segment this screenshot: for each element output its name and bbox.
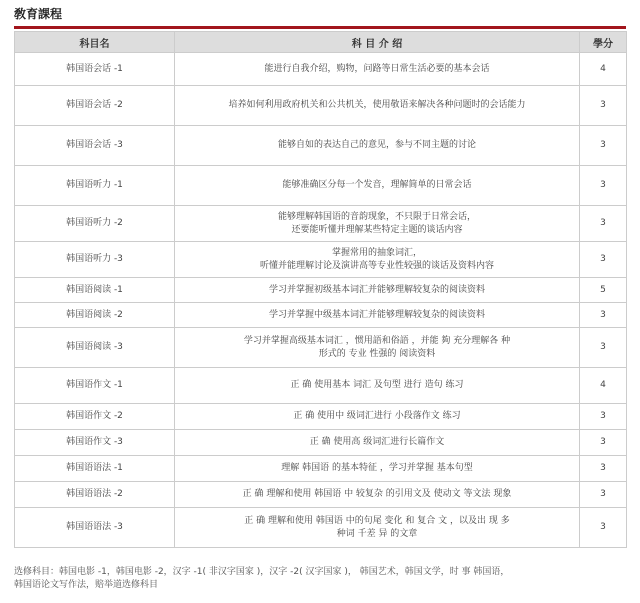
elective-note-line: 选修科目：韩国电影 -1，韩国电影 -2，汉字 -1( 非汉字国家 )，汉字 -2( 汉字国家 )， 韩国艺术，韩国文学，时 事 韩国语，	[14, 567, 510, 577]
subject-description	[175, 86, 580, 126]
subject-name: 韩国语会话 -1	[15, 53, 175, 86]
credits-value: 3	[580, 456, 627, 482]
table-row	[15, 126, 627, 166]
subject-description	[175, 368, 580, 404]
description-line: 种词 千差 异 的文章	[336, 528, 418, 539]
description-line: 学习并掌握高级基本词汇 ，惯用語和俗語 ，并能 夠 充分理解各 种	[243, 336, 511, 347]
subject-description	[175, 126, 580, 166]
subject-description	[175, 456, 580, 482]
description-line: 正 确 使用基本 词汇 及句型 进行 造句 练习	[290, 380, 464, 391]
table-row	[15, 368, 627, 404]
credits-value: 3	[580, 328, 627, 368]
subject-name: 韩国语作文 -2	[15, 404, 175, 430]
description-line: 学习并掌握中级基本词汇并能够理解较复杂的阅读资料	[268, 309, 485, 320]
subject-name: 韩国语语法 -1	[15, 456, 175, 482]
subject-name: 韩国语语法 -3	[15, 508, 175, 548]
subject-name: 韩国语阅读 -1	[15, 278, 175, 303]
subject-description	[175, 242, 580, 278]
subject-name: 韩国语听力 -1	[15, 166, 175, 206]
table-row	[15, 86, 627, 126]
subject-name: 韩国语听力 -3	[15, 242, 175, 278]
subject-name: 韩国语会话 -2	[15, 86, 175, 126]
table-row	[15, 53, 627, 86]
table-row	[15, 482, 627, 508]
description-line: 能够理解韩国语的音韵现象，不只限于日常会话，	[277, 212, 476, 223]
table-row	[15, 328, 627, 368]
credits-value: 3	[580, 206, 627, 242]
header-description: 科 目 介 绍	[175, 32, 580, 53]
accent-divider	[14, 26, 626, 29]
credits-value: 3	[580, 404, 627, 430]
description-line: 能进行自我介绍，购物，问路等日常生活必要的基本会话	[264, 63, 490, 74]
subject-name: 韩国语作文 -1	[15, 368, 175, 404]
elective-note-line: 韩国语论文写作法，赔举道选修科目	[14, 580, 159, 591]
subject-name: 韩国语阅读 -2	[15, 303, 175, 328]
subject-description	[175, 508, 580, 548]
table-row	[15, 456, 627, 482]
table-row	[15, 303, 627, 328]
table-row	[15, 206, 627, 242]
description-line: 正 确 使用中 级词汇进行 小段落作文 练习	[293, 411, 461, 422]
description-line: 正 确 理解和使用 韩国语 中 较复杂 的引用文及 使动文 等文法 现象	[242, 489, 512, 500]
credits-value: 4	[580, 53, 627, 86]
description-line: 理解 韩国语 的基本特征 ，学习并掌握 基本句型	[281, 463, 473, 474]
credits-value: 3	[580, 303, 627, 328]
credits-value: 3	[580, 482, 627, 508]
subject-description	[175, 206, 580, 242]
subject-description	[175, 482, 580, 508]
credits-value: 3	[580, 242, 627, 278]
credits-value: 3	[580, 508, 627, 548]
table-row	[15, 242, 627, 278]
description-line: 形式的 专业 性强的 阅读资料	[318, 348, 436, 359]
description-line: 掌握常用的抽象词汇，	[331, 248, 422, 259]
table-row	[15, 430, 627, 456]
description-line: 正 确 理解和使用 韩国语 中的句尾 变化 和 复合 文 ，以及出 现 多	[244, 516, 510, 527]
section-title: 敎育課程	[14, 7, 63, 21]
description-line: 培养如何利用政府机关和公共机关，使用敬语来解决各种问题时的会话能力	[228, 100, 526, 111]
credits-value: 3	[580, 166, 627, 206]
table-row	[15, 404, 627, 430]
table-row	[15, 508, 627, 548]
subject-description	[175, 303, 580, 328]
description-line: 还要能听懂并理解某些特定主题的谈话内容	[291, 224, 463, 235]
subject-name: 韩国语会话 -3	[15, 126, 175, 166]
subject-description	[175, 430, 580, 456]
credits-value: 3	[580, 430, 627, 456]
description-line: 能够准确区分每一个发音，理解简单的日常会话	[282, 180, 472, 191]
credits-value: 5	[580, 278, 627, 303]
credits-value: 3	[580, 126, 627, 166]
subject-description	[175, 328, 580, 368]
subject-description	[175, 53, 580, 86]
credits-value: 4	[580, 368, 627, 404]
credits-value: 3	[580, 86, 627, 126]
header-credits: 學分	[580, 32, 627, 53]
table-row	[15, 166, 627, 206]
subject-description	[175, 166, 580, 206]
subject-description	[175, 278, 580, 303]
elective-note	[14, 566, 626, 592]
description-line: 学习并掌握初级基本词汇并能够理解较复杂的阅读资料	[268, 284, 485, 295]
table-header-row	[15, 32, 627, 53]
curriculum-table	[14, 31, 627, 548]
description-line: 正 确 使用高 级词汇进行长篇作文	[309, 437, 445, 448]
subject-description	[175, 404, 580, 430]
table-row	[15, 278, 627, 303]
subject-name: 韩国语语法 -2	[15, 482, 175, 508]
subject-name: 韩国语阅读 -3	[15, 328, 175, 368]
subject-name: 韩国语作文 -3	[15, 430, 175, 456]
subject-name: 韩国语听力 -2	[15, 206, 175, 242]
description-line: 听懂并能理解讨论及演讲高等专业性较强的谈话及资料内容	[259, 260, 494, 271]
description-line: 能够自如的表达自己的意见，参与不同主题的讨论	[277, 140, 476, 151]
header-subject: 科目名	[15, 32, 175, 53]
